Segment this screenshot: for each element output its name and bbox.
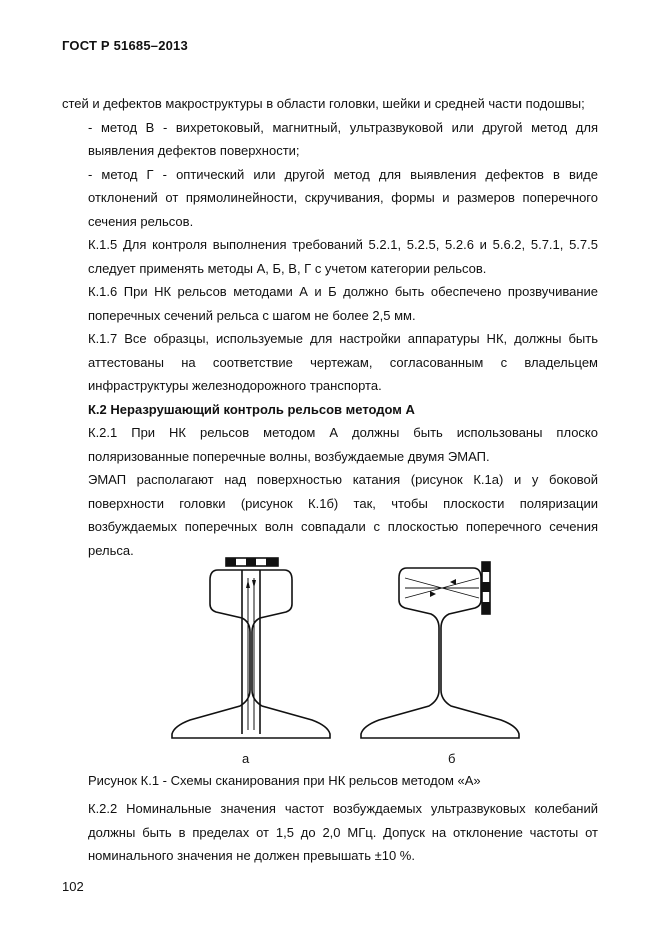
paragraph-7: К.2.1 При НК рельсов методом А должны быть использованы плоско поляризованные поперечные волны, возбуждаемые двумя ЭМАП. bbox=[88, 425, 598, 464]
document-header: ГОСТ Р 51685–2013 bbox=[62, 38, 188, 53]
page-number: 102 bbox=[62, 879, 84, 894]
figure-label-a: а bbox=[242, 751, 250, 766]
paragraph-9: К.2.2 Номинальные значения частот возбуждаемых ультразвуковых колебаний должны быть в пределах от 1,5 до 2,0 МГц. Допуск на отклонение частоты от номинального значения не должен превышать ±10 %. bbox=[88, 801, 598, 863]
rail-diagram-b bbox=[361, 562, 519, 738]
paragraph-1: стей и дефектов макроструктуры в области головки, шейки и средней части подошвы; bbox=[62, 96, 585, 111]
figure-label-b: б bbox=[448, 751, 456, 766]
rail-diagram-a bbox=[172, 558, 330, 738]
section-heading: К.2 Неразрушающий контроль рельсов методом А bbox=[88, 401, 415, 417]
body-text-bottom bbox=[88, 797, 598, 868]
paragraph-8: ЭМАП располагают над поверхностью катания (рисунок К.1а) и у боковой поверхности головки (рисунок К.1б) так, чтобы плоскости поляризации возбуждаемых поперечных волн совпадали с плоскостью поперечного сечения рельса. bbox=[88, 472, 598, 558]
paragraph-3: - метод Г - оптический или другой метод для выявления дефектов в виде отклонений от прямолинейности, скручивания, формы и размеров поперечного сечения рельсов. bbox=[88, 166, 598, 229]
paragraph-4: К.1.5 Для контроля выполнения требований 5.2.1, 5.2.5, 5.2.6 и 5.6.2, 5.7.1, 5.7.5 следует применять методы А, Б, В, Г с учетом категории рельсов. bbox=[88, 237, 598, 276]
rail-scanning-figure bbox=[160, 548, 520, 768]
paragraph-2: - метод В - вихретоковый, магнитный, ультразвуковой или другой метод для выявления дефектов поверхности; bbox=[88, 119, 598, 158]
paragraph-6: К.1.7 Все образцы, используемые для настройки аппаратуры НК, должны быть аттестованы на соответствие чертежам, согласованным с владельцем инфраструктуры железнодорожного транспорта. bbox=[88, 331, 598, 393]
body-text-top bbox=[62, 92, 598, 562]
paragraph-5: К.1.6 При НК рельсов методами А и Б должно быть обеспечено прозвучивание поперечных сечений рельса с шагом не более 2,5 мм. bbox=[88, 284, 598, 323]
figure-caption: Рисунок К.1 - Схемы сканирования при НК рельсов методом «А» bbox=[88, 773, 481, 788]
